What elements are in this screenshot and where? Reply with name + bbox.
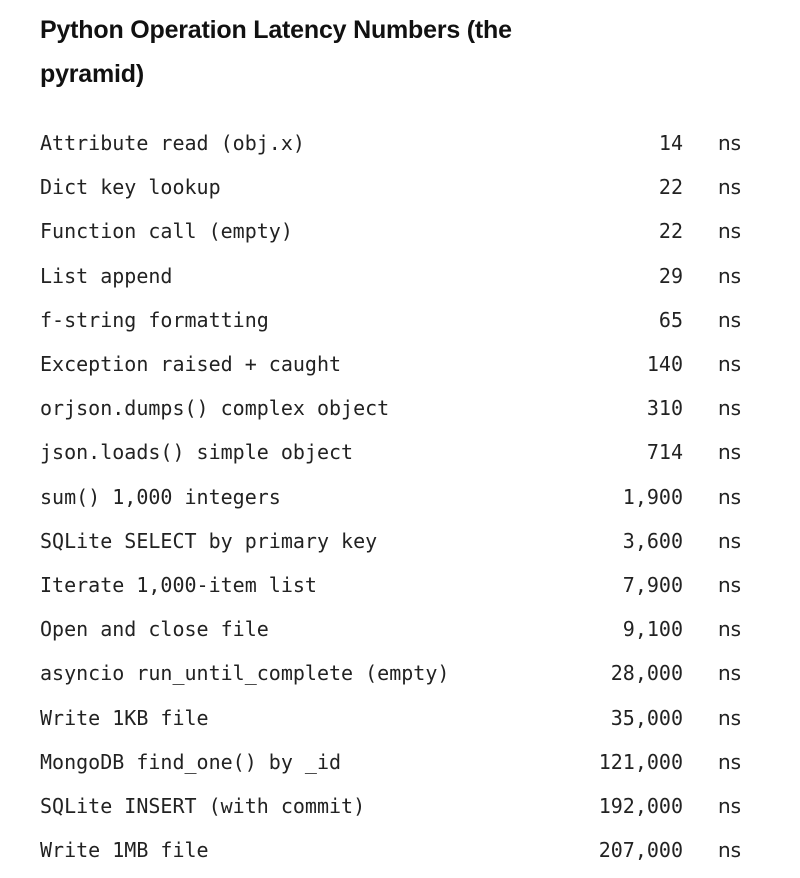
operation-name: MongoDB find_one() by _id [40,749,342,774]
operation-name: SQLite INSERT (with commit) [40,793,366,818]
latency-value: 3,600 [622,528,683,553]
operation-name: Write 1MB file [40,838,209,863]
latency-value: 22 [658,219,683,244]
operation-name: SQLite SELECT by primary key [40,528,378,553]
operation-name: json.loads() simple object [40,440,354,465]
table-row [40,519,760,563]
latency-unit: ns [718,307,742,332]
operation-name: Write 1KB file [40,705,209,730]
operation-name: orjson.dumps() complex object [40,396,390,421]
latency-unit: ns [718,749,742,774]
latency-value: 310 [646,396,683,421]
operation-name: asyncio run_until_complete (empty) [40,661,450,686]
table-row [40,165,760,209]
latency-value: 714 [646,440,683,465]
page-title: Python Operation Latency Numbers (the pyramid) [40,16,512,88]
table-row [40,342,760,386]
table-row [40,607,760,651]
operation-name: Exception raised + caught [40,352,342,377]
latency-value: 7,900 [622,572,683,597]
latency-unit: ns [718,528,742,553]
operation-name: List append [40,263,173,288]
operation-name: Iterate 1,000-item list [40,572,317,597]
latency-unit: ns [718,661,742,686]
operation-name: Function call (empty) [40,219,293,244]
latency-value: 29 [658,263,683,288]
latency-unit: ns [718,263,742,288]
table-row [40,695,760,739]
latency-unit: ns [718,617,742,642]
latency-value: 1,900 [622,484,683,509]
operation-name: Open and close file [40,617,269,642]
latency-value: 28,000 [610,661,683,686]
table-row [40,740,760,784]
latency-unit: ns [718,440,742,465]
latency-value: 192,000 [598,793,683,818]
table-row [40,828,760,872]
latency-value: 207,000 [598,838,683,863]
operation-name: sum() 1,000 integers [40,484,281,509]
latency-unit: ns [718,572,742,597]
operation-name: f-string formatting [40,307,269,332]
latency-value: 22 [658,175,683,200]
latency-value: 140 [646,352,683,377]
table-row [40,430,760,474]
latency-value: 65 [658,307,683,332]
table-row [40,298,760,342]
latency-unit: ns [718,484,742,509]
table-row [40,209,760,253]
table-row [40,475,760,519]
latency-unit: ns [718,396,742,421]
latency-value: 14 [658,131,683,156]
latency-unit: ns [718,705,742,730]
operation-name: Attribute read (obj.x) [40,131,305,156]
operation-name: Dict key lookup [40,175,221,200]
latency-table [40,121,760,872]
latency-unit: ns [718,793,742,818]
latency-unit: ns [718,175,742,200]
latency-unit: ns [718,219,742,244]
table-row [40,254,760,298]
latency-value: 35,000 [610,705,683,730]
table-row [40,121,760,165]
latency-value: 121,000 [598,749,683,774]
table-row [40,651,760,695]
table-row [40,386,760,430]
table-row [40,784,760,828]
table-row [40,563,760,607]
latency-unit: ns [718,131,742,156]
latency-value: 9,100 [622,617,683,642]
latency-unit: ns [718,352,742,377]
latency-unit: ns [718,838,742,863]
